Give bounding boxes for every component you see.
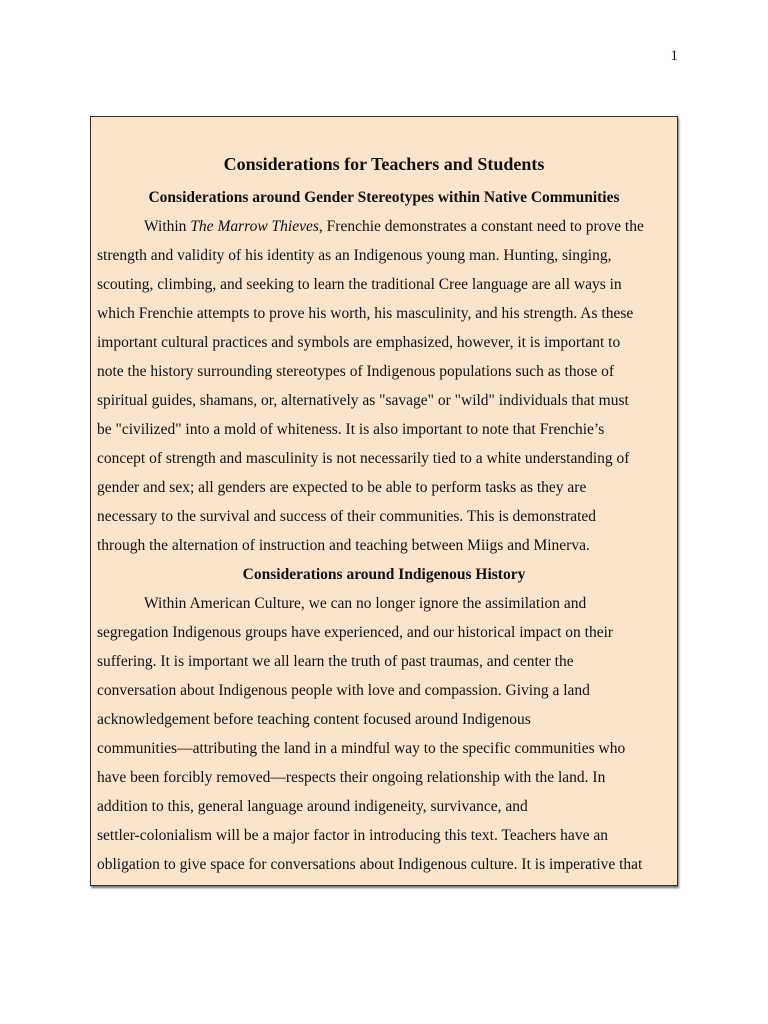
paragraph-line: important cultural practices and symbols are emphasized, however, it is important to	[97, 334, 621, 351]
section-heading-indigenous-history: Considerations around Indigenous History	[242, 566, 526, 583]
paragraph-line: suffering. It is important we all learn the truth of past traumas, and center the	[97, 653, 574, 670]
line-prefix: Within	[144, 218, 191, 235]
paragraph-line: settler-colonialism will be a major factor in introducing this text. Teachers have an	[97, 827, 608, 844]
paragraph-line: conversation about Indigenous people with love and compassion. Giving a land	[97, 682, 590, 699]
paragraph-line: addition to this, general language around indigeneity, survivance, and	[97, 798, 528, 815]
paragraph-line: gender and sex; all genders are expected to be able to perform tasks as they are	[97, 479, 587, 496]
paragraph-line	[144, 212, 644, 241]
paragraph-line: Within American Culture, we can no longer ignore the assimilation and	[144, 595, 587, 612]
paragraph-line: segregation Indigenous groups have experienced, and our historical impact on their	[97, 624, 614, 641]
paragraph-line: obligation to give space for conversations about Indigenous culture. It is imperative that	[97, 856, 643, 873]
paragraph-line: be "civilized" into a mold of whiteness. It is also important to note that Frenchie’s	[97, 421, 605, 438]
paragraph-line: acknowledgement before teaching content focused around Indigenous	[97, 711, 531, 728]
paragraph-line: note the history surrounding stereotypes of Indigenous populations such as those of	[97, 363, 615, 380]
paragraph-line: spiritual guides, shamans, or, alternatively as "savage" or "wild" individuals that must	[97, 392, 629, 409]
paragraph-line: communities—attributing the land in a mindful way to the specific communities who	[97, 740, 626, 757]
paragraph-line: scouting, climbing, and seeking to learn the traditional Cree language are all ways in	[97, 276, 622, 293]
content-box	[90, 116, 678, 886]
page-number: 1	[670, 48, 678, 64]
paragraph-line: necessary to the survival and success of their communities. This is demonstrated	[97, 508, 597, 525]
paragraph-line: through the alternation of instruction and teaching between Miigs and Minerva.	[97, 537, 590, 554]
document-title: Considerations for Teachers and Students	[223, 154, 545, 174]
paragraph-line: strength and validity of his identity as an Indigenous young man. Hunting, singing,	[97, 247, 612, 264]
paragraph-line: which Frenchie attempts to prove his worth, his masculinity, and his strength. As these	[97, 305, 634, 322]
line-suffix: , Frenchie demonstrates a constant need to prove the	[318, 218, 644, 235]
book-title: The Marrow Thieves	[190, 218, 319, 235]
paragraph-line: have been forcibly removed—respects their ongoing relationship with the land. In	[97, 769, 606, 786]
paragraph-line: concept of strength and masculinity is not necessarily tied to a white understanding of	[97, 450, 630, 467]
section-heading-gender-stereotypes: Considerations around Gender Stereotypes within Native Communities	[148, 189, 620, 206]
